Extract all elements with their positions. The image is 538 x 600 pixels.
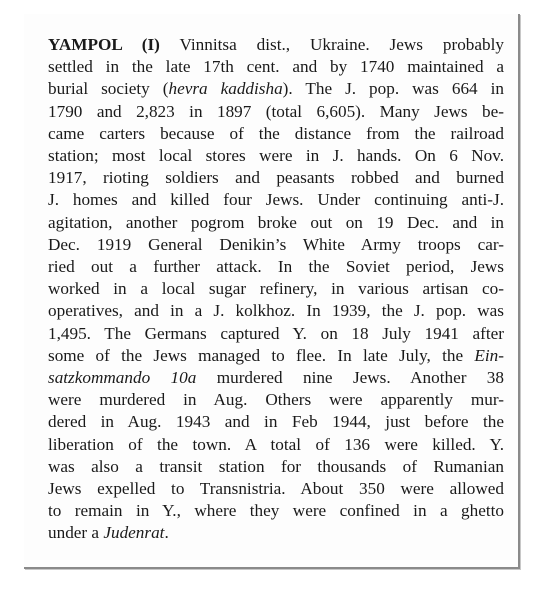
- text-segment: agitation, another pogrom broke out on 19 Dec. and in: [48, 212, 504, 232]
- text-line: [48, 56, 504, 78]
- text-line: [48, 456, 504, 478]
- text-line: [48, 389, 504, 411]
- text-segment: settled in the late 17th cent. and by 1740 maintained a: [48, 57, 504, 77]
- text-line: [48, 212, 504, 234]
- text-line: [48, 300, 504, 322]
- text-segment: operatives, and in a J. kolkhoz. In 1939, the J. pop. was: [48, 301, 504, 321]
- italic-term: Judenrat: [103, 523, 165, 543]
- italic-term: hevra kaddisha: [168, 79, 283, 99]
- text-segment: to remain in Y., where they were confined in a ghetto: [48, 501, 504, 521]
- text-line: [48, 189, 504, 211]
- text-segment: Vinnitsa dist., Ukraine. Jews probably: [159, 35, 504, 54]
- text-segment: 1,495. The Germans captured Y. on 18 July 1941 after: [48, 323, 504, 343]
- text-line: [48, 367, 504, 389]
- text-line: [48, 345, 504, 367]
- text-line: [48, 500, 504, 522]
- text-segment: under a: [48, 523, 104, 543]
- encyclopedia-entry: [48, 34, 504, 545]
- text-line: [48, 145, 504, 167]
- text-segment: 1917, rioting soldiers and peasants robbed and burned: [48, 168, 504, 188]
- text-segment: murdered nine Jews. Another 38: [196, 368, 504, 388]
- text-segment: dered in Aug. 1943 and in Feb 1944, just before the: [48, 412, 504, 432]
- text-segment: was also a transit station for thousands of Rumanian: [48, 456, 504, 476]
- entry-headword: YAMPOL (I): [48, 35, 160, 54]
- text-segment: were murdered in Aug. Others were apparently mur-: [48, 390, 504, 410]
- text-line: [48, 234, 504, 256]
- text-segment: Dec. 1919 General Denikin’s White Army troops car-: [48, 234, 504, 254]
- text-line: [48, 434, 504, 456]
- text-line: [48, 278, 504, 300]
- text-segment: Jews expelled to Transnistria. About 350 were allowed: [48, 479, 504, 499]
- text-segment: liberation of the town. A total of 136 were killed. Y.: [48, 434, 504, 454]
- italic-term: Ein-: [474, 345, 504, 365]
- text-segment: burial society (: [48, 79, 169, 99]
- text-line: [48, 34, 504, 56]
- text-line: [48, 478, 504, 500]
- italic-term: satzkommando 10a: [48, 368, 197, 388]
- text-segment: ried out a further attack. In the Soviet period, Jews: [48, 257, 504, 277]
- text-segment: .: [164, 523, 169, 543]
- text-segment: station; most local stores were in J. hands. On 6 Nov.: [48, 146, 504, 166]
- text-segment: some of the Jews managed to flee. In late July, the: [48, 345, 475, 365]
- text-line: [48, 167, 504, 189]
- text-segment: ). The J. pop. was 664 in: [282, 79, 504, 99]
- text-line: [48, 123, 504, 145]
- text-line: [48, 256, 504, 278]
- text-segment: worked in a local sugar refinery, in various artisan co-: [48, 279, 504, 299]
- text-line: [48, 522, 504, 544]
- text-segment: J. homes and killed four Jews. Under continuing anti-J.: [48, 190, 504, 210]
- encyclopedia-clipping: [24, 14, 520, 569]
- text-line: [48, 78, 504, 100]
- text-segment: 1790 and 2,823 in 1897 (total 6,605). Many Jews be-: [48, 101, 504, 121]
- text-line: [48, 411, 504, 433]
- text-line: [48, 101, 504, 123]
- text-segment: came carters because of the distance from the railroad: [48, 123, 504, 143]
- text-line: [48, 323, 504, 345]
